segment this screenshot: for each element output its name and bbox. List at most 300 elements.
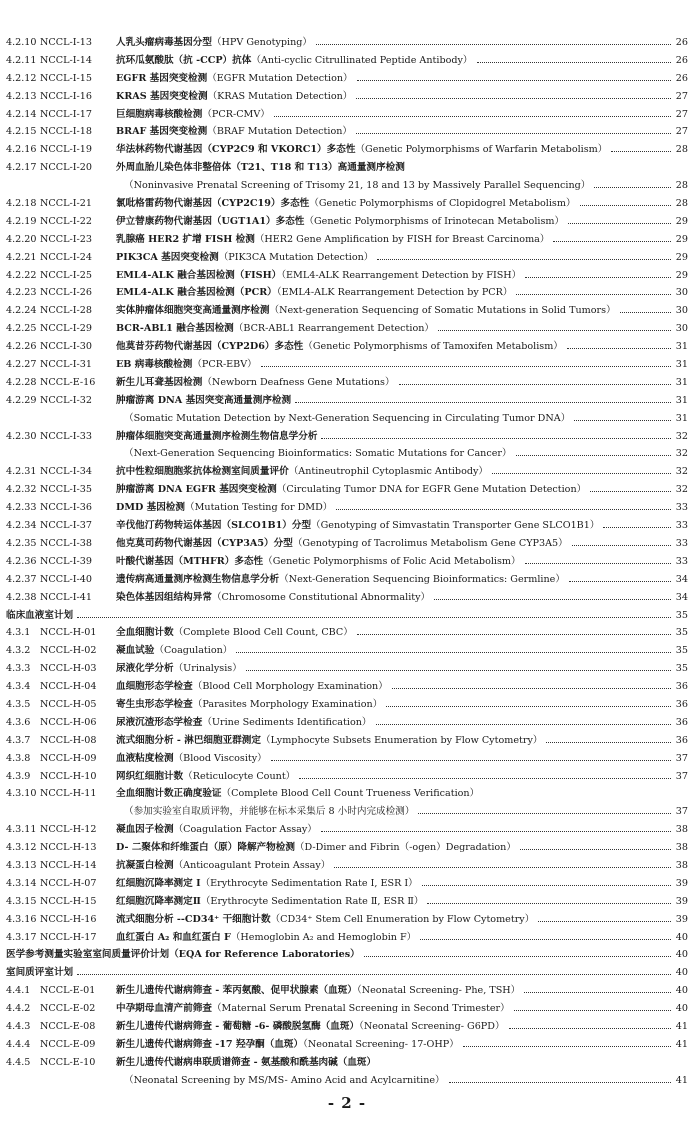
toc-entry-number: 4.2.34 [6, 520, 37, 532]
toc-entry-number: 4.2.38 [6, 591, 37, 603]
toc-entry-title [116, 714, 674, 732]
toc-entry-page: 35 [675, 645, 688, 657]
toc-entry-title [116, 821, 674, 839]
toc-entry-title-en: （Anticoagulant Protein Assay） [173, 859, 331, 871]
toc-entry[interactable] [6, 642, 688, 660]
toc-entry-code: NCCL-H-15 [40, 895, 97, 907]
toc-entry-title-zh: 巨细胞病毒核酸检测 [116, 108, 203, 120]
toc-entry-page: 39 [675, 877, 688, 889]
dot-leader [261, 366, 671, 367]
toc-entry[interactable] [6, 249, 688, 267]
toc-entry-title-zh: 全血细胞计数正确度验证 [116, 788, 222, 800]
toc-entry-title-zh: 全血细胞计数 [116, 627, 174, 639]
toc-entry[interactable] [6, 732, 688, 750]
toc-entry-title-zh: 流式细胞分析 --CD34⁺ 干细胞计数 [116, 913, 271, 925]
toc-entry[interactable] [6, 821, 688, 839]
toc-entry-page: 32 [675, 484, 688, 496]
toc-entry-title-zh: 华法林药物代谢基因（CYP2C9 和 VKORC1）多态性 [116, 144, 356, 156]
dot-leader [357, 634, 671, 635]
toc-entry-title [124, 410, 674, 428]
toc-entry[interactable] [6, 374, 688, 392]
toc-entry[interactable] [6, 1000, 688, 1018]
toc-entry-code: NCCL-I-13 [40, 37, 92, 48]
toc-entry-title-en: （Mutation Testing for DMD） [184, 502, 333, 514]
toc-entry[interactable] [6, 1036, 688, 1054]
toc-entry[interactable] [6, 1054, 688, 1072]
toc-entry-number: 4.4.1 [6, 985, 31, 997]
toc-entry-continuation[interactable] [6, 1072, 688, 1090]
toc-entry-title [116, 392, 674, 410]
toc-entry[interactable] [6, 893, 688, 911]
toc-entry-title-zh: 临床血液室计划 [6, 609, 74, 621]
toc-entry-title-zh: 氯吡格雷药物代谢基因（CYP2C19）多态性 [116, 198, 310, 210]
toc-entry-code: NCCL-H-11 [40, 788, 97, 800]
toc-entry-title-en: （Blood Cell Morphology Examination） [192, 681, 388, 693]
toc-entry-page: 28 [675, 180, 688, 192]
page-number: - 2 - [327, 1094, 367, 1112]
toc-entry-code: NCCL-I-40 [40, 573, 92, 585]
toc-entry[interactable] [6, 517, 688, 535]
toc-entry-number: 4.2.31 [6, 466, 37, 478]
toc-entry-page: 26 [675, 54, 688, 66]
toc-entry-title-en: （Neonatal Screening by MS/MS- Amino Acid and Acylcarnitine） [124, 1074, 445, 1086]
toc-entry-number: 4.2.22 [6, 269, 37, 281]
toc-entry-title [116, 875, 674, 893]
dot-leader [438, 330, 671, 331]
dot-leader [463, 1046, 671, 1047]
toc-entry-title-zh: EB 病毒核酸检测 [116, 359, 193, 371]
toc-entry-title-en: （Newborn Deafness Gene Mutations） [202, 376, 395, 388]
toc-entry-title [116, 338, 674, 356]
dot-leader [516, 294, 671, 295]
dot-leader [386, 706, 671, 707]
toc-entry-page: 35 [675, 627, 688, 639]
toc-entry[interactable] [6, 231, 688, 249]
toc-entry[interactable] [6, 553, 688, 571]
toc-entry-title [116, 231, 674, 249]
toc-entry-continuation[interactable] [6, 803, 688, 821]
toc-entry-title-zh: 凝血因子检测 [116, 824, 174, 836]
toc-entry-title-zh: 中孕期母血清产前筛查 [116, 1003, 212, 1015]
toc-entry-title [116, 750, 674, 768]
toc-entry-page: 26 [675, 72, 688, 84]
toc-entry[interactable] [6, 141, 688, 159]
toc-entry-title-en: （Genotyping of Tacrolimus Metabolism Gene CYP3A5） [292, 537, 568, 549]
toc-entry[interactable] [6, 70, 688, 88]
dot-leader [77, 617, 671, 618]
toc-entry-number: 4.3.12 [6, 842, 37, 854]
toc-entry-number: 4.2.17 [6, 162, 37, 174]
toc-entry-title-zh: 抗环瓜氨酸肽（抗 -CCP）抗体 [116, 54, 252, 66]
toc-entry[interactable] [6, 857, 688, 875]
toc-entry-title-zh: PIK3CA 基因突变检测 [116, 251, 219, 263]
toc-entry[interactable] [6, 338, 688, 356]
toc-entry-page: 30 [675, 323, 688, 335]
toc-entry-page: 32 [675, 430, 688, 442]
toc-entry-title-en: （Erythrocyte Sedimentation Rate Ⅰ, ESR Ⅰ） [200, 877, 418, 889]
toc-entry-title [116, 141, 674, 159]
toc-entry-number: 4.2.20 [6, 233, 37, 245]
toc-entry-number: 4.2.19 [6, 215, 37, 227]
toc-entry[interactable] [6, 428, 688, 446]
toc-entry[interactable] [6, 589, 688, 607]
toc-entry-page: 31 [675, 412, 688, 424]
toc-entry-title-zh: 室间质评室计划 [6, 967, 74, 979]
toc-entry-title-en: （Parasites Morphology Examination） [192, 698, 383, 710]
dot-leader [299, 778, 671, 779]
toc-entry-title [116, 732, 674, 750]
toc-entry-title-zh: 肿瘤体细胞突变高通量测序检测生物信息学分析 [116, 430, 318, 442]
table-of-contents [6, 34, 688, 1090]
toc-entry-title [116, 52, 674, 70]
toc-entry-number: 4.2.13 [6, 90, 37, 102]
toc-entry-code: NCCL-H-03 [40, 663, 97, 675]
toc-entry-title-en: （Genetic Polymorphisms of Irinotecan Metabolism） [304, 215, 565, 227]
toc-entry-title-en: （Neonatal Screening- Phe, TSH） [356, 985, 521, 997]
toc-entry[interactable] [6, 1018, 688, 1036]
toc-entry-title [116, 535, 674, 553]
toc-entry-title-en: （KRAS Mutation Detection） [207, 90, 353, 102]
toc-entry-title-en: （Urinalysis） [173, 663, 242, 675]
toc-entry-title [116, 1018, 674, 1036]
toc-entry-title-en: （Genetic Polymorphisms of Clopidogrel Metabolism） [309, 198, 576, 210]
toc-entry-code: NCCL-I-17 [40, 108, 92, 120]
toc-entry-number: 4.3.15 [6, 895, 37, 907]
toc-entry-title [116, 34, 674, 52]
toc-entry-code: NCCL-E-01 [40, 985, 96, 997]
toc-entry-title-en: （EML4-ALK Rearrangement Detection by PCR） [276, 287, 513, 299]
toc-entry[interactable] [6, 284, 688, 302]
dot-leader [603, 527, 671, 528]
toc-entry-number: 4.3.3 [6, 663, 31, 675]
toc-entry-title [124, 803, 674, 821]
toc-entry[interactable] [6, 356, 688, 374]
toc-entry-title [116, 517, 674, 535]
dot-leader [572, 545, 671, 546]
toc-entry-title [116, 785, 674, 803]
toc-entry-title-zh: D- 二聚体和纤维蛋白（原）降解产物检测 [116, 842, 295, 854]
toc-entry-number: 4.2.25 [6, 323, 37, 335]
dot-leader [516, 455, 671, 456]
toc-entry-title-en: （参加实验室自取质评物，并能够在标本采集后 8 小时内完成检测） [124, 806, 415, 818]
toc-entry-title-en: （CD34⁺ Stem Cell Enumeration by Flow Cytometry） [270, 913, 535, 925]
toc-entry[interactable] [6, 911, 688, 929]
toc-entry[interactable] [6, 463, 688, 481]
toc-entry[interactable] [6, 785, 688, 803]
toc-section-heading[interactable] [6, 964, 688, 982]
toc-entry-title-zh: 肿瘤游离 DNA EGFR 基因突变检测 [116, 484, 277, 496]
toc-entry-continuation[interactable] [6, 177, 688, 195]
toc-entry-page: 26 [675, 37, 688, 48]
toc-entry-page: 37 [675, 770, 688, 782]
toc-entry-code: NCCL-I-18 [40, 126, 92, 138]
toc-entry-code: NCCL-I-35 [40, 484, 92, 496]
toc-entry-title-en: （Genetic Polymorphisms of Folic Acid Metabolism） [263, 555, 521, 567]
toc-entry-title [116, 284, 674, 302]
toc-entry-title-zh: 新生儿遗传代谢病串联质谱筛查 - 氨基酸和酰基肉碱（血斑） [116, 1056, 377, 1068]
dot-leader [392, 688, 671, 689]
toc-entry-title [116, 553, 674, 571]
toc-entry-number: 4.3.11 [6, 824, 37, 836]
toc-entry[interactable] [6, 123, 688, 141]
toc-entry-page: 33 [675, 537, 688, 549]
toc-entry-code: NCCL-H-08 [40, 734, 97, 746]
toc-entry-code: NCCL-E-10 [40, 1056, 96, 1068]
toc-entry-code: NCCL-I-22 [40, 215, 92, 227]
toc-entry-title-zh: 他克莫司药物代谢基因（CYP3A5）分型 [116, 537, 293, 549]
dot-leader [356, 98, 671, 99]
toc-entry-code: NCCL-H-17 [40, 931, 97, 943]
toc-entry-page: 39 [675, 913, 688, 925]
toc-entry-number: 4.3.7 [6, 734, 31, 746]
toc-entry-title-zh: 流式细胞分析 - 淋巴细胞亚群测定 [116, 734, 261, 746]
toc-entry-title-en: （EGFR Mutation Detection） [207, 72, 353, 84]
toc-entry[interactable] [6, 52, 688, 70]
toc-entry-code: NCCL-I-25 [40, 269, 92, 281]
toc-entry-title [116, 428, 674, 446]
toc-entry-code: NCCL-I-29 [40, 323, 92, 335]
toc-entry-page: 41 [675, 1020, 688, 1032]
toc-entry-continuation[interactable] [6, 445, 688, 463]
toc-entry-page: 39 [675, 895, 688, 907]
toc-entry[interactable] [6, 714, 688, 732]
toc-entry-title-en: （Neonatal Screening- G6PD） [359, 1020, 505, 1032]
toc-entry[interactable] [6, 267, 688, 285]
toc-entry-number: 4.2.26 [6, 341, 37, 353]
toc-entry[interactable] [6, 875, 688, 893]
toc-entry-title-zh: 辛伐他汀药物转运体基因（SLCO1B1）分型 [116, 520, 312, 532]
toc-entry[interactable] [6, 320, 688, 338]
toc-entry-title-en: （Maternal Serum Prenatal Screening in Second Trimester） [211, 1003, 510, 1015]
toc-entry-code: NCCL-I-21 [40, 198, 92, 210]
toc-entry[interactable] [6, 571, 688, 589]
toc-entry-title [116, 982, 674, 1000]
toc-entry-title-en: （PIK3CA Mutation Detection） [218, 251, 374, 263]
dot-leader [568, 223, 671, 224]
toc-entry-title-en: （EQA for Reference Laboratories） [169, 949, 360, 961]
toc-entry-title-zh: 血红蛋白 A₂ 和血红蛋白 F [116, 931, 231, 943]
toc-entry-page: 27 [675, 90, 688, 102]
toc-entry-title [116, 374, 674, 392]
toc-entry[interactable] [6, 982, 688, 1000]
toc-entry-code: NCCL-I-16 [40, 90, 92, 102]
toc-entry-title-zh: DMD 基因检测 [116, 502, 185, 514]
toc-entry-page: 29 [675, 269, 688, 281]
dot-leader [520, 849, 671, 850]
dot-leader [449, 1082, 671, 1083]
toc-entry-title-zh: 网织红细胞计数 [116, 770, 184, 782]
dot-leader [422, 885, 671, 886]
toc-entry-code: NCCL-I-30 [40, 341, 92, 353]
toc-entry-number: 4.3.17 [6, 931, 37, 943]
toc-entry-code: NCCL-H-04 [40, 681, 97, 693]
dot-leader [399, 384, 671, 385]
dot-leader [357, 80, 671, 81]
toc-entry-continuation[interactable] [6, 410, 688, 428]
dot-leader [546, 742, 671, 743]
toc-entry[interactable] [6, 195, 688, 213]
toc-entry-title-en: （Anti-cyclic Citrullinated Peptide Antibody） [251, 54, 473, 66]
toc-entry-title [116, 642, 674, 660]
toc-entry-title-en: （Chromosome Constitutional Abnormality） [211, 591, 431, 603]
toc-entry-title [116, 660, 674, 678]
toc-entry-page: 27 [675, 108, 688, 120]
toc-entry-code: NCCL-H-10 [40, 770, 97, 782]
toc-entry-code: NCCL-I-34 [40, 466, 92, 478]
toc-entry[interactable] [6, 499, 688, 517]
toc-entry-code: NCCL-I-24 [40, 251, 92, 263]
toc-entry-code: NCCL-H-14 [40, 859, 97, 871]
toc-entry-title-zh: EML4-ALK 融合基因检测（PCR） [116, 287, 277, 299]
toc-entry-title-en: （Urine Sediments Identification） [202, 716, 372, 728]
toc-entry-number: 4.2.33 [6, 502, 37, 514]
toc-entry-page: 33 [675, 555, 688, 567]
toc-entry-title-en: （Next-Generation Sequencing Bioinformatics: Germline） [279, 573, 565, 585]
toc-entry-page: 40 [675, 949, 688, 961]
toc-entry-title-en: （Coagulation Factor Assay） [173, 824, 317, 836]
toc-entry-title [116, 320, 674, 338]
toc-entry[interactable] [6, 535, 688, 553]
toc-entry-title [124, 177, 674, 195]
toc-entry-code: NCCL-I-26 [40, 287, 92, 299]
dot-leader [377, 259, 671, 260]
toc-entry-title-zh: 遗传病高通量测序检测生物信息学分析 [116, 573, 280, 585]
toc-entry-title [116, 356, 674, 374]
toc-entry-title [6, 946, 674, 964]
toc-section-heading[interactable] [6, 607, 688, 625]
toc-entry-page: 32 [675, 448, 688, 460]
toc-entry-title-en: （Genetic Polymorphisms of Warfarin Metabolism） [355, 144, 608, 156]
toc-entry-number: 4.2.15 [6, 126, 37, 138]
toc-entry[interactable] [6, 678, 688, 696]
toc-entry-title [6, 964, 674, 982]
toc-entry-title [116, 1036, 674, 1054]
toc-entry-title [116, 88, 674, 106]
toc-entry-number: 4.3.16 [6, 913, 37, 925]
dot-leader [492, 473, 671, 474]
toc-entry-page: 35 [675, 663, 688, 675]
toc-entry-title [116, 302, 674, 320]
toc-entry-page: 31 [675, 376, 688, 388]
toc-entry-code: NCCL-H-02 [40, 645, 97, 657]
toc-entry-code: NCCL-I-36 [40, 502, 92, 514]
toc-entry-code: NCCL-H-06 [40, 716, 97, 728]
toc-entry-number: 4.4.2 [6, 1003, 31, 1015]
toc-entry-title-en: （Complete Blood Cell Count Trueness Verification） [221, 788, 480, 800]
toc-entry-number: 4.2.27 [6, 359, 37, 371]
toc-entry-title-en: （Complete Blood Cell Count, CBC） [173, 627, 353, 639]
toc-entry-title [116, 929, 674, 947]
toc-entry-title-en: （Somatic Mutation Detection by Next-Generation Sequencing in Circulating Tumor DNA） [124, 412, 571, 424]
toc-entry[interactable] [6, 750, 688, 768]
toc-entry[interactable] [6, 768, 688, 786]
toc-entry-title-en: （Coagulation） [154, 645, 233, 657]
dot-leader [590, 491, 671, 492]
toc-entry-title [116, 571, 674, 589]
toc-entry[interactable] [6, 929, 688, 947]
toc-entry-number: 4.3.6 [6, 716, 31, 728]
toc-entry-number: 4.2.14 [6, 108, 37, 120]
toc-entry[interactable] [6, 696, 688, 714]
toc-entry-title-zh: 寄生虫形态学检查 [116, 698, 193, 710]
toc-entry-page: 37 [675, 752, 688, 764]
toc-entry-title [116, 678, 674, 696]
dot-leader [509, 1028, 671, 1029]
toc-entry[interactable] [6, 392, 688, 410]
dot-leader [434, 599, 671, 600]
toc-entry-title-en: （Circulating Tumor DNA for EGFR Gene Mutation Detection） [276, 484, 587, 496]
toc-entry-title-zh: 叶酸代谢基因（MTHFR）多态性 [116, 555, 264, 567]
dot-leader [246, 670, 671, 671]
toc-entry-title-zh: BRAF 基因突变检测 [116, 126, 208, 138]
toc-entry[interactable] [6, 660, 688, 678]
toc-entry-number: 4.2.12 [6, 72, 37, 84]
dot-leader [321, 438, 671, 439]
toc-entry-number: 4.4.4 [6, 1038, 31, 1050]
toc-entry-title [116, 249, 674, 267]
toc-entry[interactable] [6, 34, 688, 52]
toc-entry-title-en: （Genetic Polymorphisms of Tamoxifen Metabolism） [303, 341, 563, 353]
toc-entry-page: 35 [675, 609, 688, 621]
toc-entry-page: 34 [675, 591, 688, 603]
toc-entry-title [116, 857, 674, 875]
toc-entry-title [116, 123, 674, 141]
toc-entry-number: 4.2.24 [6, 305, 37, 317]
toc-entry-code: NCCL-I-33 [40, 430, 92, 442]
dot-leader [376, 724, 672, 725]
toc-entry[interactable] [6, 839, 688, 857]
toc-entry[interactable] [6, 302, 688, 320]
toc-entry-title-zh: 外周血胎儿染色体非整倍体（T21、T18 和 T13）高通量测序检测 [116, 162, 405, 174]
toc-entry-page: 28 [675, 198, 688, 210]
toc-entry-title-en: （BCR-ABL1 Rearrangement Detection） [233, 323, 435, 335]
toc-entry-title-en: （HER2 Gene Amplification by FISH for Breast Carcinoma） [254, 233, 550, 245]
toc-entry-page: 40 [675, 967, 688, 979]
toc-entry-code: NCCL-I-41 [40, 591, 92, 603]
toc-entry[interactable] [6, 213, 688, 231]
toc-entry-code: NCCL-I-39 [40, 555, 92, 567]
toc-entry-title-zh: 染色体基因组结构异常 [116, 591, 212, 603]
toc-entry-number: 4.4.5 [6, 1056, 31, 1068]
toc-entry[interactable] [6, 88, 688, 106]
toc-entry-page: 34 [675, 573, 688, 585]
toc-entry-title-en: （PCR-CMV） [202, 108, 270, 120]
toc-entry[interactable] [6, 106, 688, 124]
toc-entry-page: 28 [675, 144, 688, 156]
toc-entry-title-en: （PCR-EBV） [192, 359, 257, 371]
toc-entry[interactable] [6, 481, 688, 499]
dot-leader [321, 831, 671, 832]
dot-leader [580, 205, 671, 206]
toc-section-heading[interactable] [6, 946, 688, 964]
toc-entry-code: NCCL-H-01 [40, 627, 97, 639]
toc-entry-title-zh: 尿液化学分析 [116, 663, 174, 675]
toc-entry-page: 32 [675, 466, 688, 478]
toc-entry-title-zh: 新生儿遗传代谢病筛查 - 葡萄糖 -6- 磷酸脱氢酶（血斑） [116, 1020, 360, 1032]
toc-entry-title-zh: 肿瘤游离 DNA 基因突变高通量测序检测 [116, 394, 292, 406]
toc-entry-number: 4.2.11 [6, 54, 37, 66]
toc-entry-code: NCCL-I-14 [40, 54, 92, 66]
toc-entry-page: 29 [675, 233, 688, 245]
toc-entry-number: 4.2.10 [6, 37, 37, 48]
dot-leader [553, 241, 671, 242]
toc-entry-title [6, 607, 674, 625]
dot-leader [236, 652, 671, 653]
toc-entry[interactable] [6, 624, 688, 642]
toc-entry[interactable] [6, 159, 688, 177]
toc-entry-title-zh: 抗凝蛋白检测 [116, 859, 174, 871]
toc-entry-code: NCCL-I-19 [40, 144, 92, 156]
